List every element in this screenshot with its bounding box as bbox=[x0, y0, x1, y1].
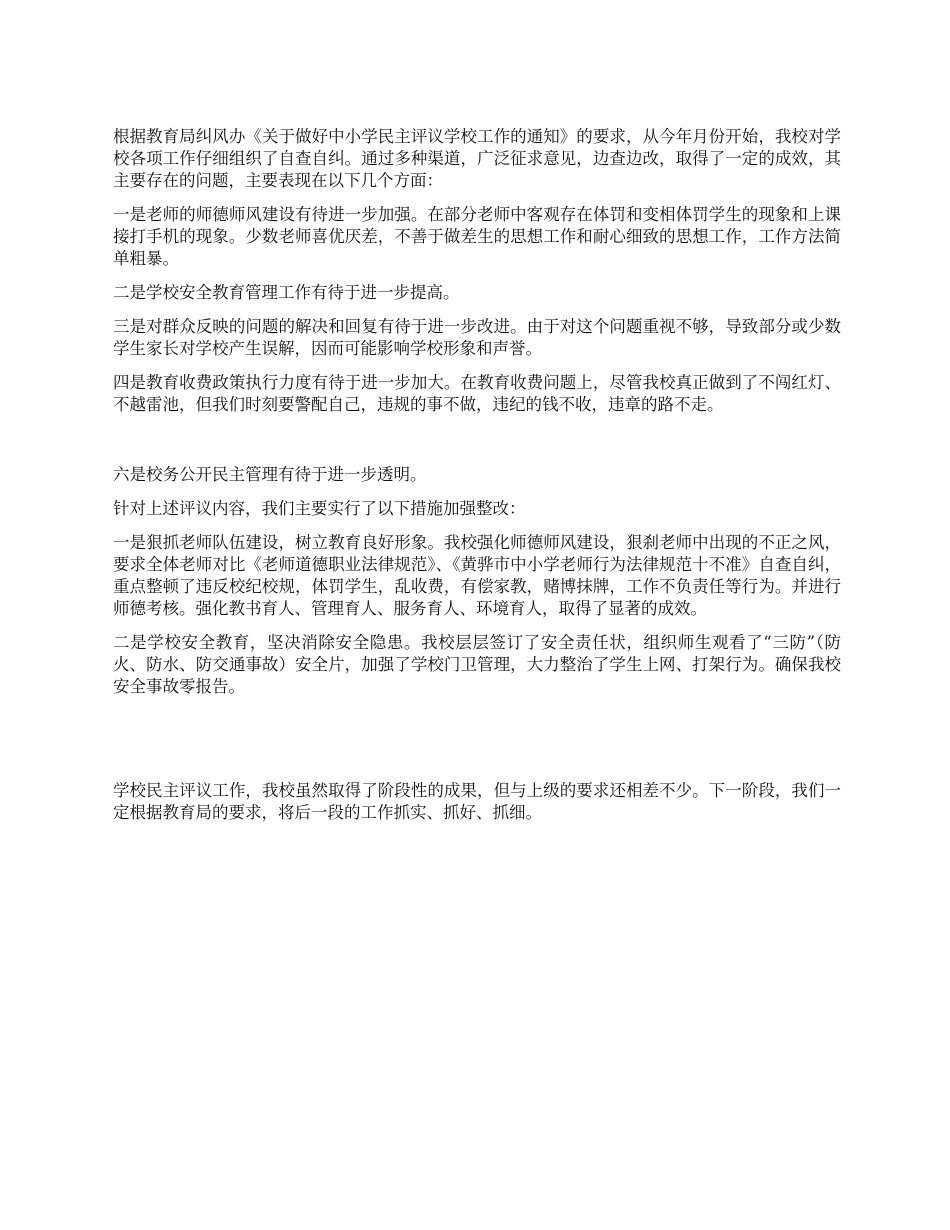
paragraph-problem-1: 一是老师的师德师风建设有待进一步加强。在部分老师中客观存在体罚和变相体罚学生的现象和上课接打手机的现象。少数老师喜优厌差，不善于做差生的思想工作和耐心细致的思想工作，工作方法简单粗暴。 bbox=[113, 205, 841, 268]
paragraph-problem-6: 六是校务公开民主管理有待于进一步透明。 bbox=[113, 465, 427, 484]
paragraph-measures-intro: 针对上述评议内容，我们主要实行了以下措施加强整改： bbox=[113, 499, 526, 518]
paragraph-problem-3: 三是对群众反映的问题的解决和回复有待于进一步改进。由于对这个问题重视不够，导致部分或少数学生家长对学校产生误解，因而可能影响学校形象和声誉。 bbox=[113, 317, 841, 358]
paragraph-problem-2: 二是学校安全教育管理工作有待于进一步提高。 bbox=[113, 283, 460, 302]
document-body bbox=[113, 126, 841, 836]
paragraph-measure-2: 二是学校安全教育，坚决消除安全隐患。我校层层签订了安全责任状，组织师生观看了“三防”（防火、防水、防交通事故）安全片，加强了学校门卫管理，大力整治了学生上网、打架行为。确保我校安全事故零报告。 bbox=[113, 633, 841, 696]
paragraph-conclusion: 学校民主评议工作，我校虽然取得了阶段性的成果，但与上级的要求还相差不少。下一阶段，我们一定根据教育局的要求，将后一段的工作抓实、抓好、抓细。 bbox=[113, 781, 841, 822]
paragraph-problem-4: 四是教育收费政策执行力度有待于进一步加大。在教育收费问题上，尽管我校真正做到了不闯红灯、不越雷池，但我们时刻要警配自己，违规的事不做，违纪的钱不收，违章的路不走。 bbox=[113, 373, 841, 414]
blank-gap bbox=[113, 710, 841, 780]
paragraph-measure-1: 一是狠抓老师队伍建设，树立教育良好形象。我校强化师德师风建设，狠刹老师中出现的不正之风，要求全体老师对比《老师道德职业法律规范》、《黄骅市中小学老师行为法律规范十不准》自查自纠，重点整顿了违反校纪校规，体罚学生，乱收费，有偿家教，赌博抹牌，工作不负责任等行为。并进行师德考核。强化教书育人、管理育人、服务育人、环境育人，取得了显著的成效。 bbox=[113, 533, 841, 618]
paragraph-intro: 根据教育局纠风办《关于做好中小学民主评议学校工作的通知》的要求，从今年月份开始，我校对学校各项工作仔细组织了自查自纠。通过多种渠道，广泛征求意见，边查边改，取得了一定的成效，其主要存在的问题，主要表现在以下几个方面： bbox=[113, 127, 841, 190]
blank-gap bbox=[113, 428, 841, 464]
